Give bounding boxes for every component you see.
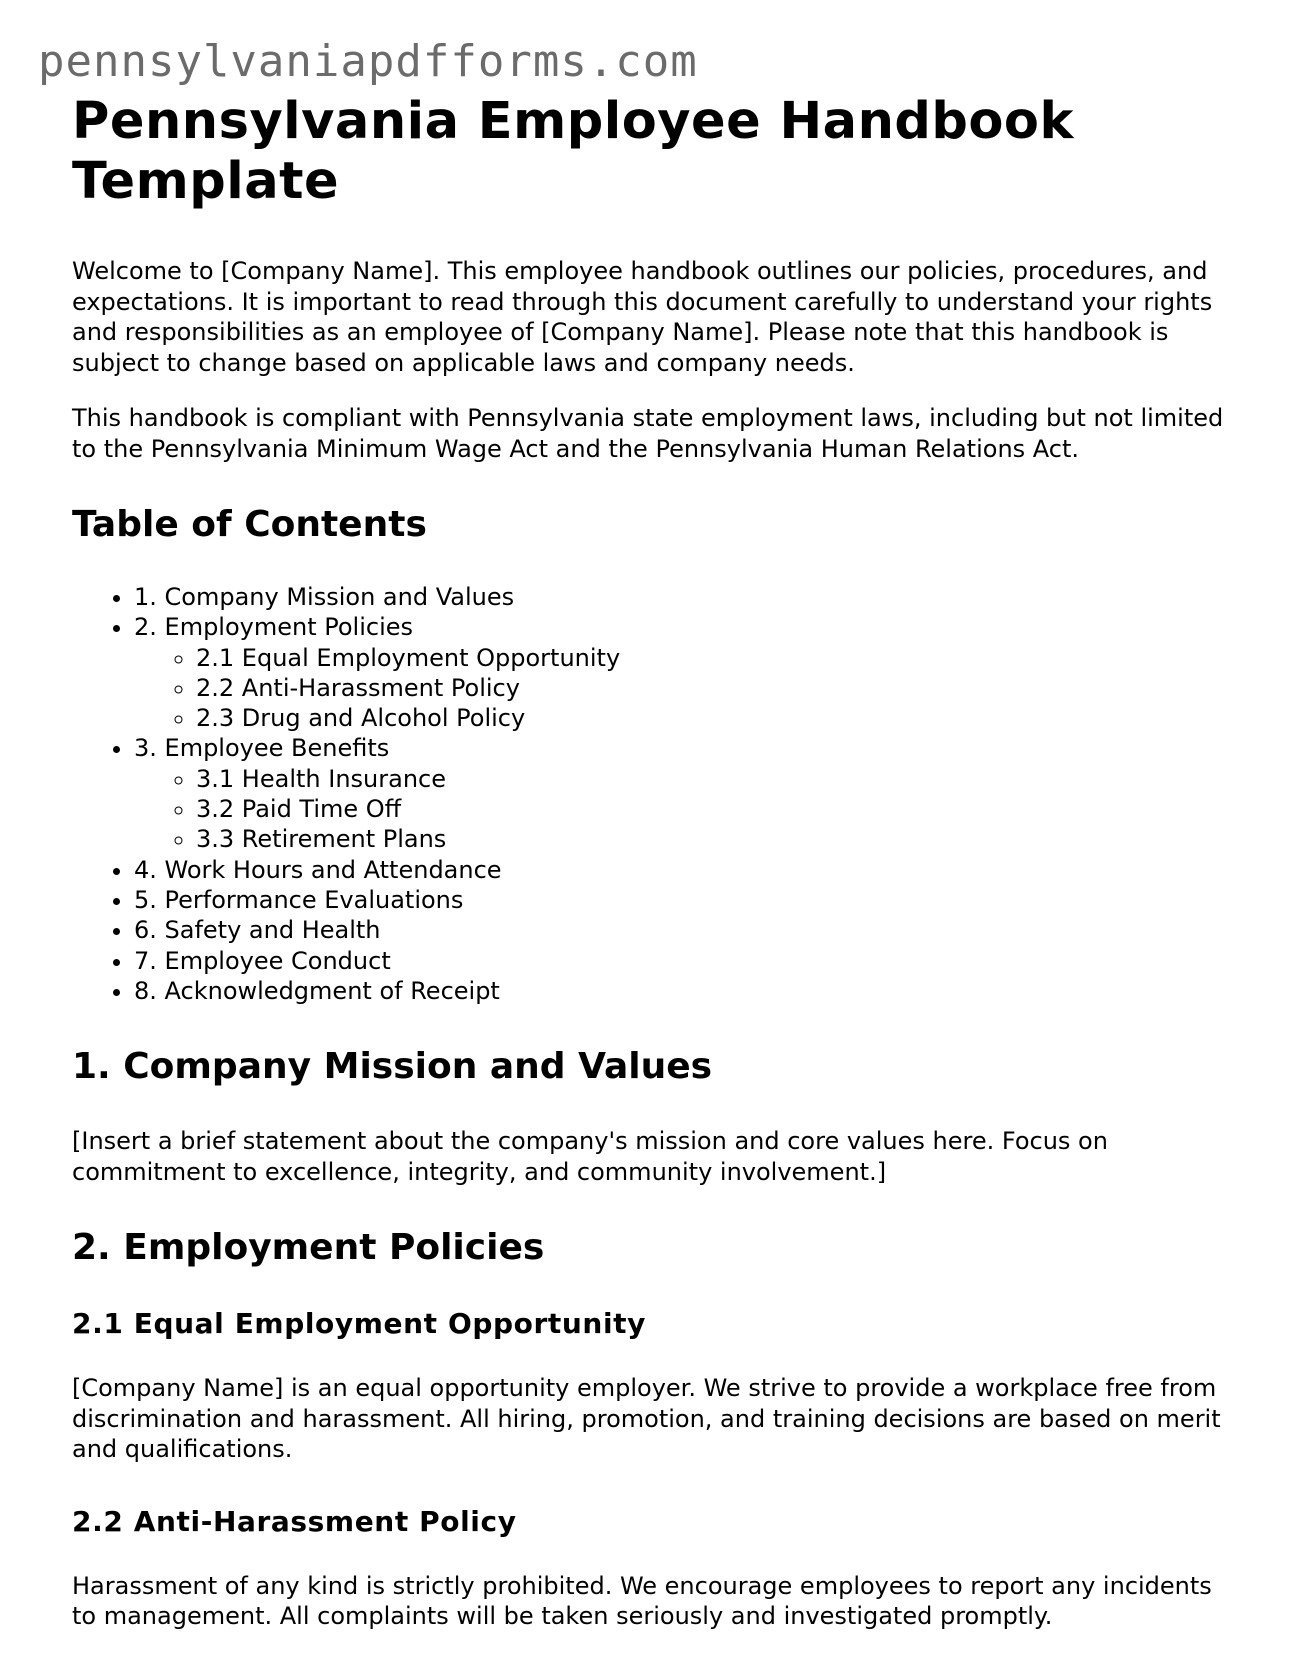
intro-paragraph-2: This handbook is compliant with Pennsylvania state employment laws, including but not limited to the Pennsylvania Minimum Wage Act and the Pennsylvania Human Relations Act. [72,404,1224,463]
toc-item: • 4. Work Hours and Attendance [134,855,1232,885]
section-2-2-body: Harassment of any kind is strictly prohibited. We encourage employees to report any incidents to management. All complaints will be taken seriously and investigated promptly. [72,1571,1212,1631]
toc-item: • 1. Company Mission and Values [134,582,1232,612]
table-of-contents [72,582,1232,1006]
toc-item [134,733,1232,854]
toc-subitem: ◦ 3.1 Health Insurance [196,764,1232,794]
intro-paragraph-1: Welcome to [Company Name]. This employee handbook outlines our policies, procedures, and expectations. It is important to read through this document carefully to understand your rights and responsibilities as an employee of [Company Name]. Please note that this handbook is subject to change based on applicable laws and company needs. [72,257,1213,377]
document-title: Pennsylvania Employee Handbook Template [72,92,1074,211]
toc-sublist [134,643,1232,734]
toc-subitem: ◦ 2.2 Anti-Harassment Policy [196,673,1232,703]
toc-item: • 7. Employee Conduct [134,946,1232,976]
toc-subitem: ◦ 3.3 Retirement Plans [196,824,1232,854]
section-1-heading: 1. Company Mission and Values [72,1046,713,1088]
section-1-body: [Insert a brief statement about the company's mission and core values here. Focus on commitment to excellence, integrity, and community involvement.] [72,1127,1108,1186]
document-body [72,92,1232,1657]
toc-item: • 5. Performance Evaluations [134,885,1232,915]
toc-subitem: ◦ 2.3 Drug and Alcohol Policy [196,703,1232,733]
toc-item: • 6. Safety and Health [134,915,1232,945]
toc-sublist [134,764,1232,855]
section-2-1-body: [Company Name] is an equal opportunity employer. We strive to provide a workplace free from discrimination and harassment. All hiring, promotion, and training decisions are based on merit and qualifications. [72,1374,1221,1464]
toc-item-label: 3. Employee Benefits [134,734,390,763]
section-2-2-heading: 2.2 Anti-Harassment Policy [72,1504,517,1538]
site-watermark: pennsylvaniapdfforms.com [38,36,698,87]
toc-subitem: ◦ 2.1 Equal Employment Opportunity [196,643,1232,673]
toc-item-label: 2. Employment Policies [134,613,414,642]
toc-subitem: ◦ 3.2 Paid Time Off [196,794,1232,824]
toc-heading: Table of Contents [72,504,427,545]
section-2-heading: 2. Employment Policies [72,1227,545,1269]
toc-item: • 8. Acknowledgment of Receipt [134,976,1232,1006]
toc-item [134,612,1232,733]
section-2-1-heading: 2.1 Equal Employment Opportunity [72,1307,646,1341]
